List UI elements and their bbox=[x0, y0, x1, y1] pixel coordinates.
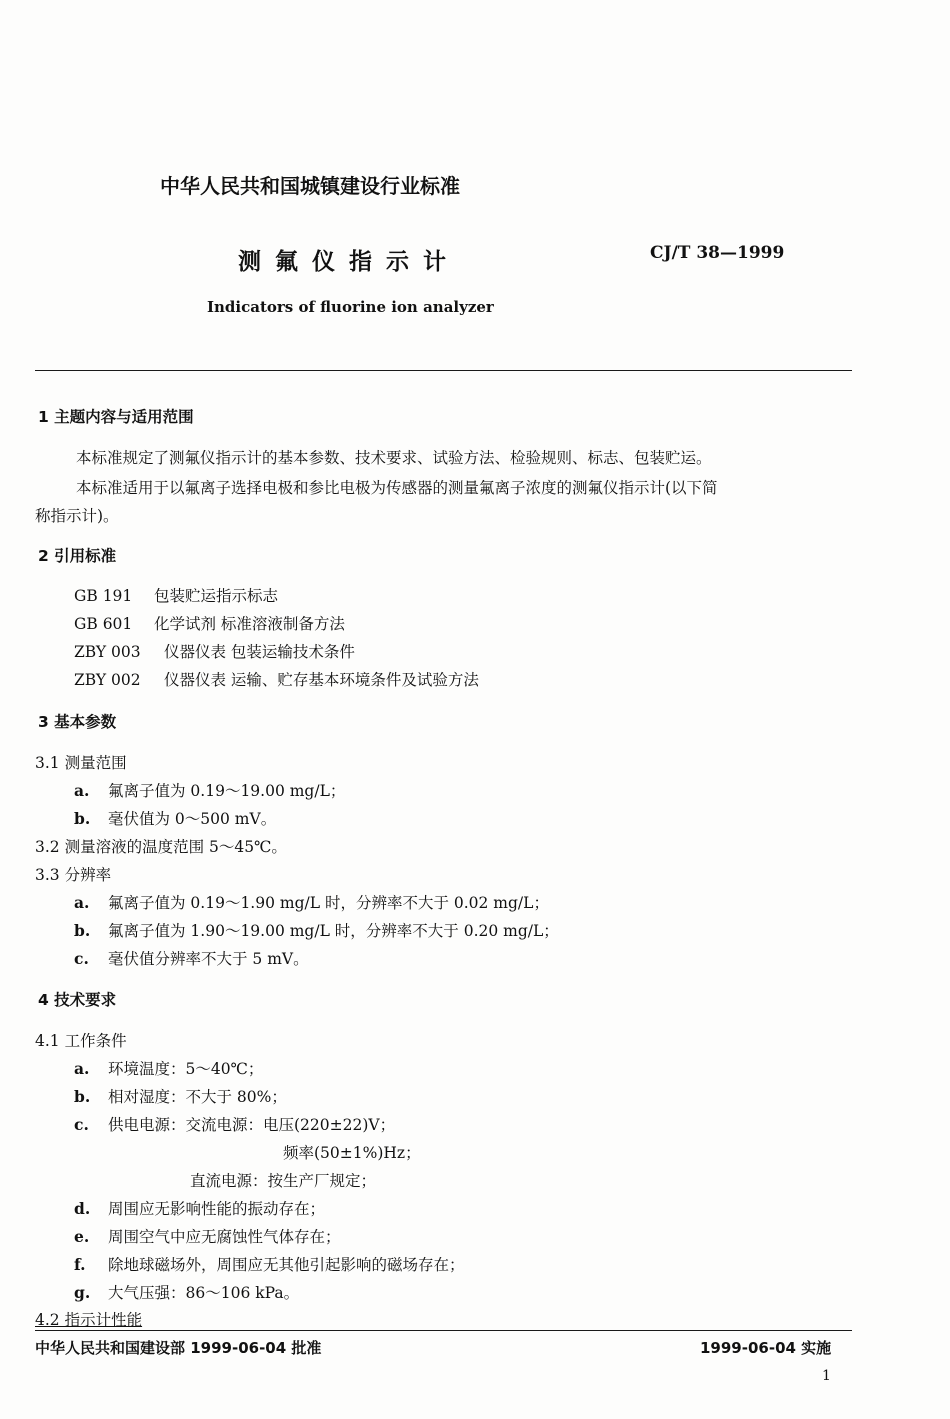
reference-code: ZBY 002 bbox=[74, 671, 141, 689]
item-text: 氟离子值为 1.90～19.00 mg/L 时，分辨率不大于 0.20 mg/L； bbox=[108, 922, 559, 940]
reference-code: GB 191 bbox=[74, 587, 133, 605]
subsection-3-2: 3.2 测量溶液的温度范围 5～45℃。 bbox=[35, 838, 287, 856]
item-text: 环境温度：5～40℃； bbox=[108, 1060, 264, 1078]
item-text: 周围空气中应无腐蚀性气体存在； bbox=[108, 1228, 341, 1246]
item-label: a. bbox=[74, 1059, 90, 1078]
list-item bbox=[74, 1113, 395, 1135]
list-item-continuation: 直流电源：按生产厂规定； bbox=[190, 1172, 377, 1190]
reference-title: 包装贮运指示标志 bbox=[154, 587, 279, 605]
item-text: 毫伏值为 0～500 mV。 bbox=[108, 810, 277, 828]
english-title: Indicators of fluorine ion analyzer bbox=[207, 298, 494, 316]
item-text: 相对湿度：不大于 80%； bbox=[108, 1088, 287, 1106]
list-item bbox=[74, 807, 276, 829]
reference-title: 化学试剂 标准溶液制备方法 bbox=[154, 615, 345, 633]
reference-code: GB 601 bbox=[74, 615, 133, 633]
header-rule bbox=[35, 370, 852, 371]
reference-code: ZBY 003 bbox=[74, 643, 141, 661]
item-label: c. bbox=[74, 1115, 89, 1134]
list-item bbox=[74, 1197, 325, 1219]
item-label: a. bbox=[74, 893, 90, 912]
section-3-heading: 3 基本参数 bbox=[38, 713, 117, 731]
item-text: 氟离子值为 0.19～1.90 mg/L 时，分辨率不大于 0.02 mg/L； bbox=[108, 894, 549, 912]
item-label: f. bbox=[74, 1255, 86, 1274]
list-item bbox=[74, 779, 345, 801]
subsection-4-1-title: 4.1 工作条件 bbox=[35, 1032, 127, 1050]
list-item bbox=[74, 891, 549, 913]
section-1-paragraph-2-line-2: 称指示计)。 bbox=[35, 507, 119, 525]
list-item bbox=[74, 1057, 263, 1079]
list-item bbox=[74, 919, 559, 941]
subsection-4-2-title: 4.2 指示计性能 bbox=[35, 1311, 143, 1329]
page-number: 1 bbox=[822, 1368, 831, 1384]
list-item bbox=[74, 1253, 465, 1275]
item-text: 大气压强：86～106 kPa。 bbox=[108, 1284, 300, 1302]
reference-item bbox=[74, 640, 355, 662]
list-item-continuation: 频率(50±1%)Hz； bbox=[283, 1144, 421, 1162]
standard-code: CJ/T 38—1999 bbox=[650, 243, 785, 263]
reference-item bbox=[74, 584, 278, 606]
item-text: 除地球磁场外，周围应无其他引起影响的磁场存在； bbox=[108, 1256, 465, 1274]
list-item bbox=[74, 1085, 287, 1107]
item-label: b. bbox=[74, 809, 91, 828]
document-title: 测 氟 仪 指 示 计 bbox=[238, 249, 450, 275]
item-label: e. bbox=[74, 1227, 90, 1246]
item-label: b. bbox=[74, 1087, 91, 1106]
reference-title: 仪器仪表 运输、贮存基本环境条件及试验方法 bbox=[164, 671, 479, 689]
section-1-paragraph-1: 本标准规定了测氟仪指示计的基本参数、技术要求、试验方法、检验规则、标志、包装贮运。 bbox=[76, 449, 712, 467]
subsection-3-1-title: 3.1 测量范围 bbox=[35, 754, 127, 772]
approval-note: 中华人民共和国建设部 1999-06-04 批准 bbox=[35, 1339, 322, 1357]
section-4-heading: 4 技术要求 bbox=[38, 991, 117, 1009]
item-text: 供电电源：交流电源：电压(220±22)V； bbox=[108, 1116, 396, 1134]
footer-rule bbox=[35, 1330, 852, 1331]
section-1-heading: 1 主题内容与适用范围 bbox=[38, 408, 194, 426]
reference-title: 仪器仪表 包装运输技术条件 bbox=[164, 643, 355, 661]
implementation-date: 1999-06-04 实施 bbox=[700, 1339, 832, 1357]
item-label: d. bbox=[74, 1199, 91, 1218]
item-label: b. bbox=[74, 921, 91, 940]
reference-item bbox=[74, 668, 479, 690]
item-label: a. bbox=[74, 781, 90, 800]
org-title: 中华人民共和国城镇建设行业标准 bbox=[160, 174, 460, 198]
item-text: 毫伏值分辨率不大于 5 mV。 bbox=[108, 950, 309, 968]
item-text: 氟离子值为 0.19～19.00 mg/L； bbox=[108, 782, 346, 800]
item-text: 周围应无影响性能的振动存在； bbox=[108, 1200, 326, 1218]
item-label: g. bbox=[74, 1283, 91, 1302]
list-item bbox=[74, 1281, 299, 1303]
subsection-3-3-title: 3.3 分辨率 bbox=[35, 866, 112, 884]
section-1-paragraph-2-line-1: 本标准适用于以氟离子选择电极和参比电极为传感器的测量氟离子浓度的测氟仪指示计(以下简 bbox=[76, 479, 718, 497]
list-item bbox=[74, 947, 309, 969]
reference-item bbox=[74, 612, 345, 634]
item-label: c. bbox=[74, 949, 89, 968]
list-item bbox=[74, 1225, 341, 1247]
section-2-heading: 2 引用标准 bbox=[38, 547, 117, 565]
